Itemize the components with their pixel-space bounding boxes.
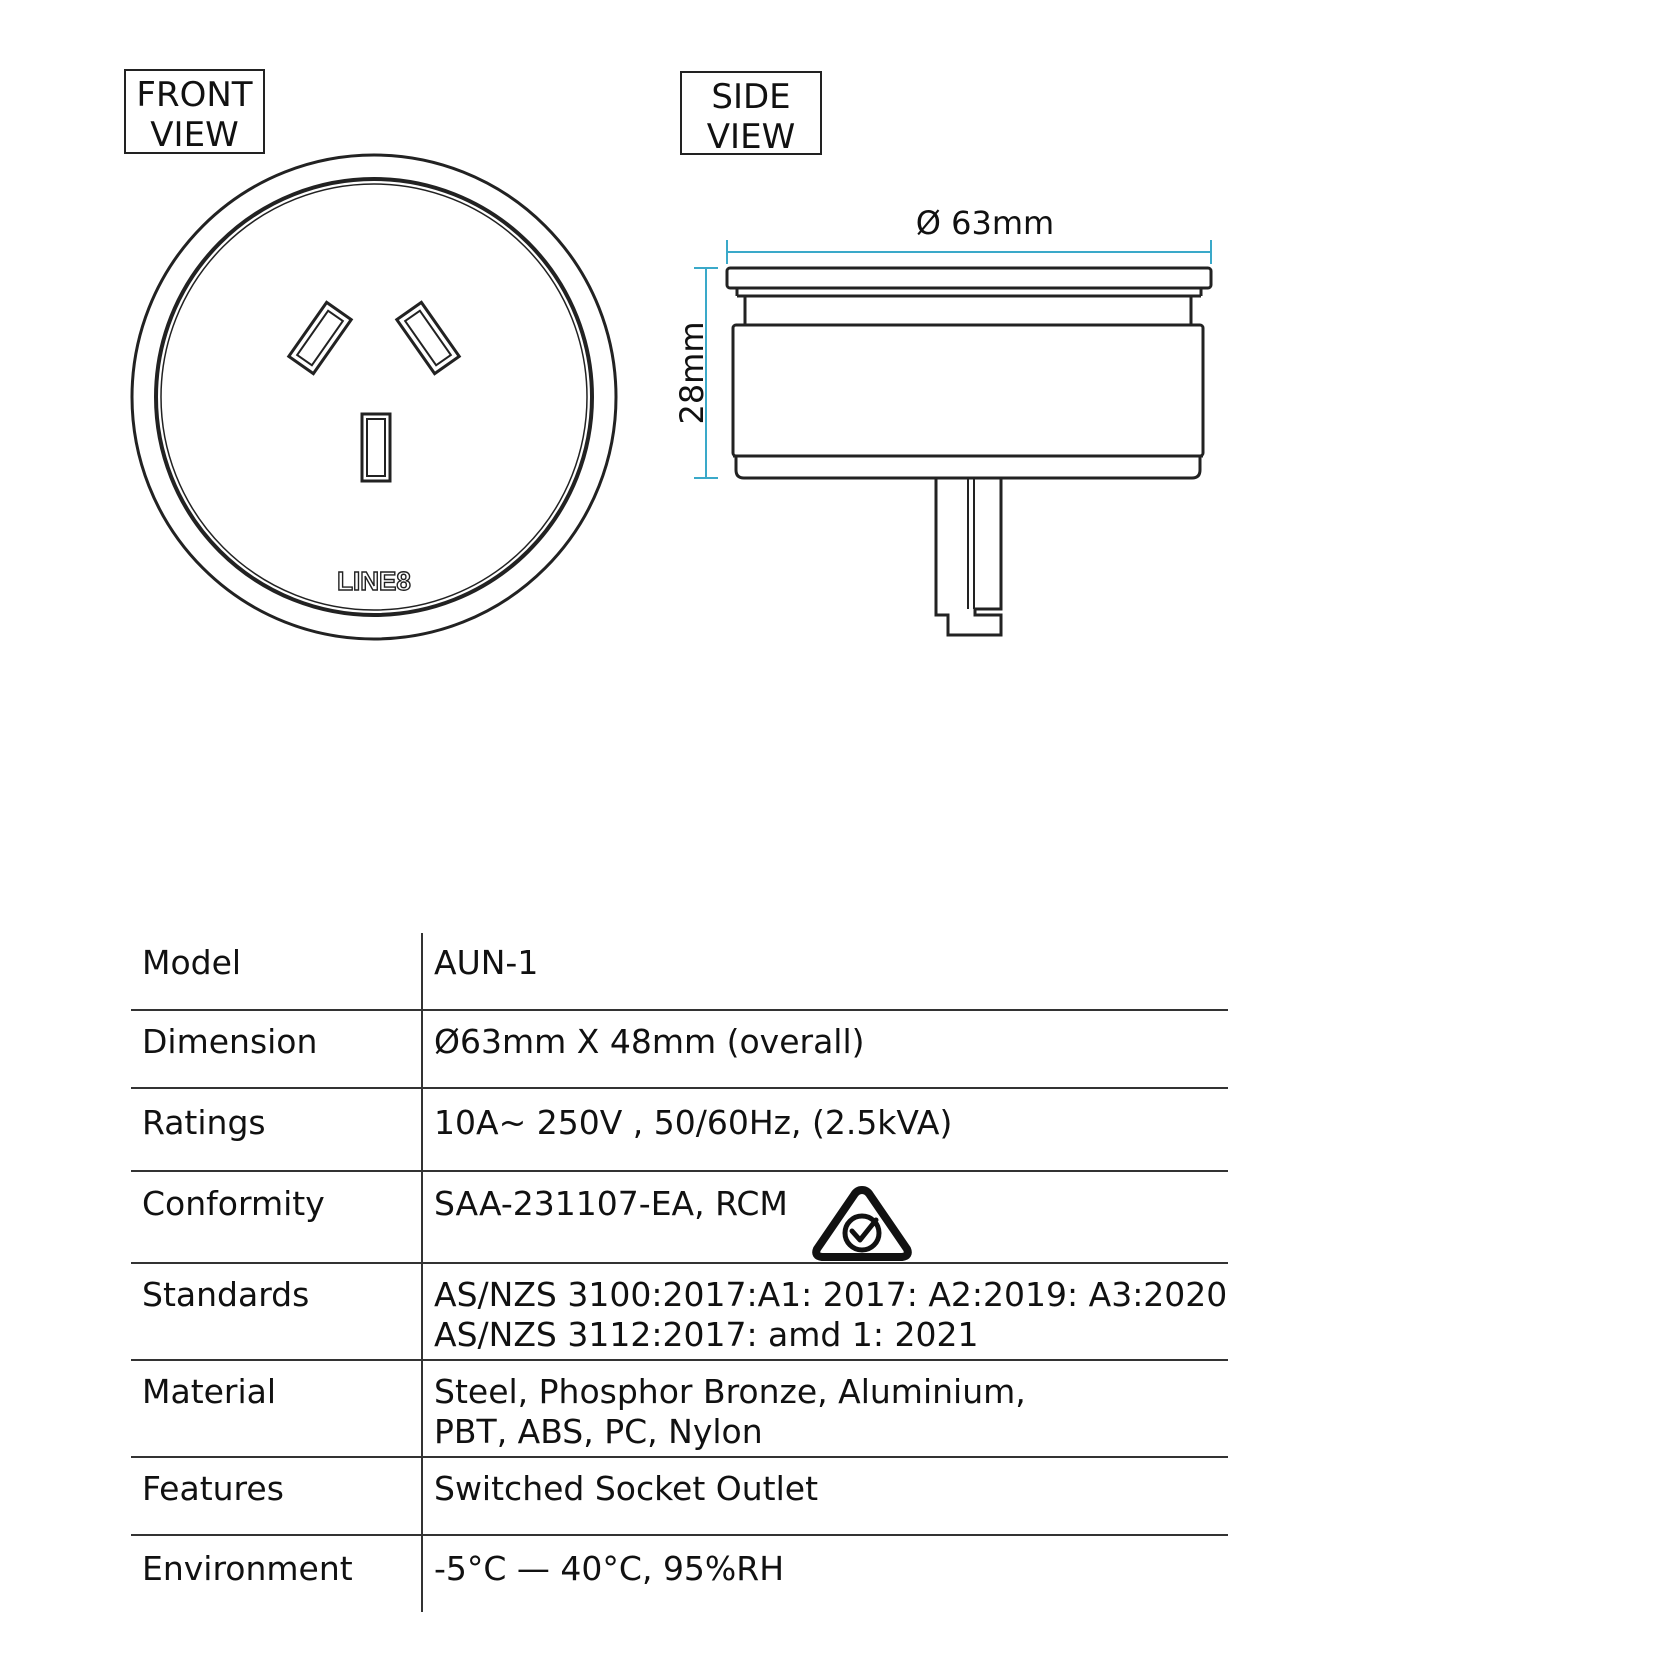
spec-table: [131, 933, 1228, 1612]
pin-slot-earth: [362, 414, 390, 481]
spec-row-ratings: [131, 1088, 1228, 1171]
front-view-label-line1: FRONT: [136, 75, 253, 115]
top-flange: [727, 268, 1211, 288]
inner-face: [156, 179, 592, 615]
spec-row-features: [131, 1457, 1228, 1535]
spec-value: -5°C — 40°C, 95%RH: [434, 1549, 785, 1588]
spec-row-environment: [131, 1535, 1228, 1612]
side-view-drawing: [727, 268, 1211, 635]
bottom-rim: [736, 456, 1200, 478]
spec-value: Switched Socket Outlet: [434, 1469, 819, 1508]
brand-logo: LINE8: [337, 566, 411, 596]
spec-key: Ratings: [131, 1088, 422, 1171]
front-view-label-line2: VIEW: [150, 115, 239, 155]
side-view-label-line2: VIEW: [706, 117, 796, 157]
spec-value: Steel, Phosphor Bronze, Aluminium, PBT, ABS, PC, Nylon: [434, 1372, 1026, 1451]
spec-value: 10A~ 250V , 50/60Hz, (2.5kVA): [434, 1103, 953, 1142]
conformity-text: SAA-231107-EA, RCM: [434, 1184, 788, 1223]
main-body: [733, 325, 1203, 456]
spec-value: AS/NZS 3100:2017:A1: 2017: A2:2019: A3:2020 AS/NZS 3112:2017: amd 1: 2021: [434, 1275, 1228, 1354]
spec-value: AUN-1: [434, 943, 539, 982]
diameter-label: Ø 63mm: [915, 204, 1055, 242]
rcm-mark-icon: [812, 1186, 912, 1262]
side-view-label: [680, 71, 822, 155]
spec-row-dimension: [131, 1010, 1228, 1088]
spec-value: Ø63mm X 48mm (overall): [434, 1022, 865, 1061]
spec-key: Conformity: [131, 1171, 422, 1263]
spec-key: Features: [131, 1457, 422, 1535]
spec-key: Dimension: [131, 1010, 422, 1088]
dimension-lines: [694, 240, 1211, 478]
pin-slot-left: [289, 302, 351, 373]
pin-slot-right: [397, 302, 459, 373]
side-view-label-line1: SIDE: [711, 77, 791, 117]
spec-key: Standards: [131, 1263, 422, 1360]
spec-key: Environment: [131, 1535, 422, 1612]
height-label: 28mm: [673, 321, 711, 425]
spec-row-material: [131, 1360, 1228, 1457]
spec-row-model: [131, 933, 1228, 1010]
spec-key: Material: [131, 1360, 422, 1457]
spec-row-conformity: [131, 1171, 1228, 1263]
spec-value: [422, 1171, 1228, 1263]
spec-key: Model: [131, 933, 422, 1010]
spec-row-standards: [131, 1263, 1228, 1360]
front-view-label: [124, 69, 265, 154]
